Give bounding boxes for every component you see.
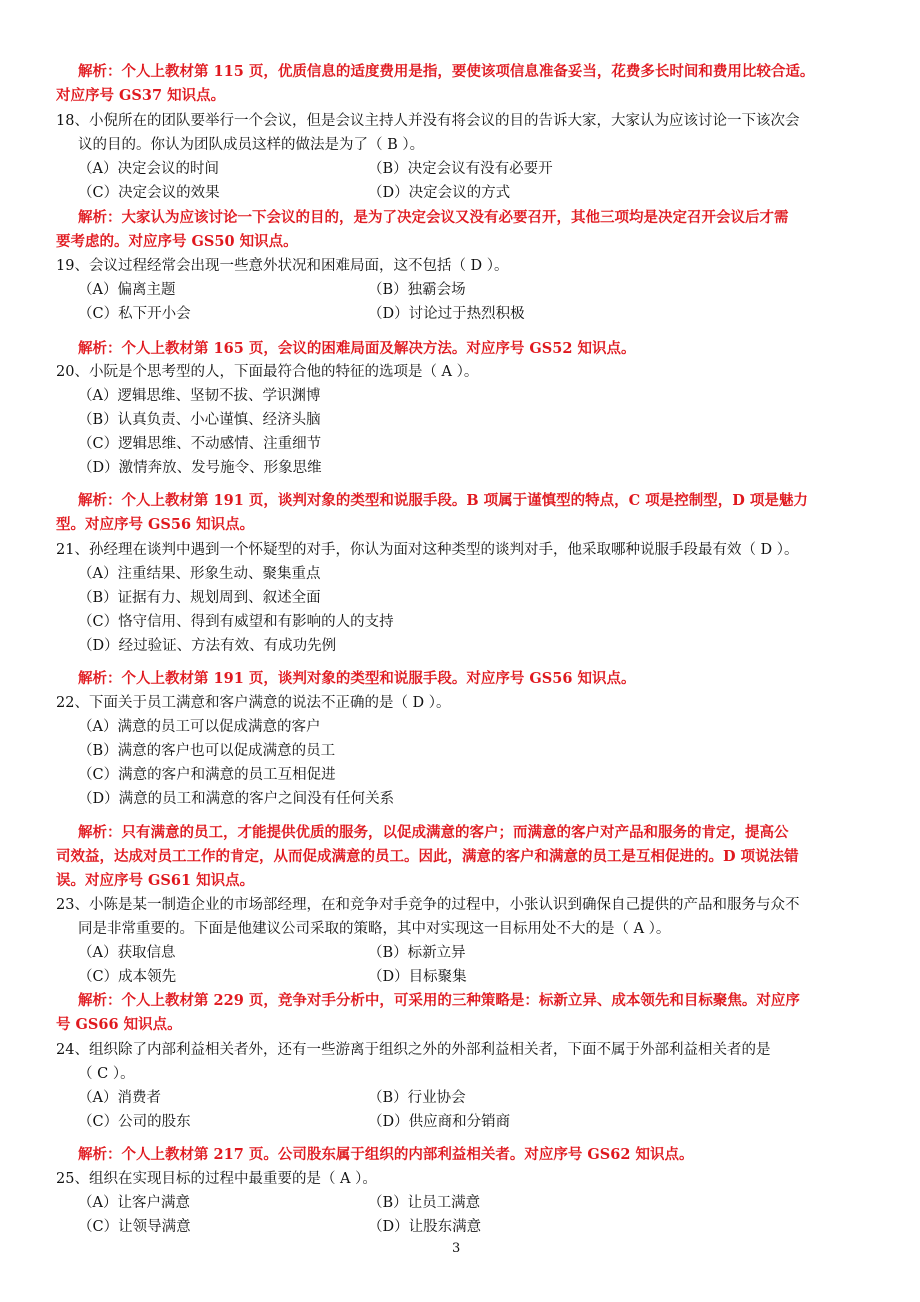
option-a: （A）满意的员工可以促成满意的客户 [78,719,321,735]
question-stem: 同是非常重要的。下面是他建议公司采取的策略，其中对实现这一目标用处不大的是（ A ）。 [78,921,671,937]
option-b: （B）让员工满意 [368,1195,481,1211]
option-c: （C）公司的股东 [78,1114,191,1130]
option-b: （B）认真负责、小心谨慎、经济头脑 [78,412,321,428]
option-c: （C）决定会议的效果 [78,185,220,201]
option-d: （D）供应商和分销商 [368,1114,511,1130]
question-stem: 19、会议过程经常会出现一些意外状况和困难局面，这不包括（ D ）。 [56,258,509,274]
explanation-line: 解析：个人上教材第 115 页，优质信息的适度费用是指，要使该项信息准备妥当，花费多长时间和费用比较合适。 [78,63,815,80]
option-d: （D）决定会议的方式 [368,185,511,201]
option-c: （C）私下开小会 [78,306,191,322]
explanation-line: 解析：个人上教材第 229 页，竞争对手分析中，可采用的三种策略是：标新立异、成本领先和目标聚焦。对应序 [78,992,800,1009]
option-a: （A）获取信息 [78,945,176,961]
option-d: （D）目标聚集 [368,969,467,985]
explanation-line: 解析：个人上教材第 165 页，会议的困难局面及解决方法。对应序号 GS52 知识点。 [78,340,636,357]
explanation-line: 解析：个人上教材第 217 页。公司股东属于组织的内部利益相关者。对应序号 GS62 知识点。 [78,1146,694,1163]
option-a: （A）让客户满意 [78,1195,190,1211]
explanation-line: 解析：个人上教材第 191 页，谈判对象的类型和说服手段。对应序号 GS56 知识点。 [78,670,636,687]
page-number: 3 [452,1241,461,1256]
option-d: （D）让股东满意 [368,1219,482,1235]
option-b: （B）证据有力、规划周到、叙述全面 [78,590,321,606]
explanation-line: 解析：只有满意的员工，才能提供优质的服务，以促成满意的客户；而满意的客户对产品和服务的肯定，提高公 [78,824,789,841]
explanation-line: 对应序号 GS37 知识点。 [56,87,226,104]
option-a: （A）决定会议的时间 [78,161,219,177]
explanation-line: 型。对应序号 GS56 知识点。 [56,516,255,533]
option-c: （C）满意的客户和满意的员工互相促进 [78,767,336,783]
explanation-line: 号 GS66 知识点。 [56,1016,182,1033]
question-stem: 22、下面关于员工满意和客户满意的说法不正确的是（ D ）。 [56,695,451,711]
question-stem: 24、组织除了内部利益相关者外，还有一些游离于组织之外的外部利益相关者，下面不属于外部利益相关者的是 [56,1042,771,1058]
option-d: （D）满意的员工和满意的客户之间没有任何关系 [78,791,395,807]
question-stem: 20、小阮是个思考型的人，下面最符合他的特征的选项是（ A ）。 [56,364,479,380]
option-d: （D）激情奔放、发号施令、形象思维 [78,460,322,476]
explanation-line: 司效益，达成对员工工作的肯定，从而促成满意的员工。因此，满意的客户和满意的员工是互相促进的。D 项说法错 [56,848,799,865]
option-d: （D）讨论过于热烈积极 [368,306,525,322]
option-a: （A）逻辑思维、坚韧不拔、学识渊博 [78,388,321,404]
explanation-line: 要考虑的。对应序号 GS50 知识点。 [56,233,298,250]
option-b: （B）决定会议有没有必要开 [368,161,553,177]
option-c: （C）让领导满意 [78,1219,191,1235]
option-c: （C）成本领先 [78,969,177,985]
question-stem: 18、小倪所在的团队要举行一个会议，但是会议主持人并没有将会议的目的告诉大家，大家认为应该讨论一下该次会 [56,113,800,129]
option-a: （A）偏离主题 [78,282,176,298]
question-stem: 25、组织在实现目标的过程中最重要的是（ A ）。 [56,1171,377,1187]
explanation-line: 解析：个人上教材第 191 页，谈判对象的类型和说服手段。B 项属于谨慎型的特点，C 项是控制型，D 项是魅力 [78,492,808,509]
option-d: （D）经过验证、方法有效、有成功先例 [78,638,337,654]
explanation-line: 误。对应序号 GS61 知识点。 [56,872,255,889]
option-b: （B）行业协会 [368,1090,466,1106]
question-stem: 23、小陈是某一制造企业的市场部经理，在和竞争对手竞争的过程中，小张认识到确保自己提供的产品和服务与众不 [56,897,800,913]
question-stem: 21、孙经理在谈判中遇到一个怀疑型的对手，你认为面对这种类型的谈判对手，他采取哪种说服手段最有效（ D ）。 [56,542,799,558]
option-c: （C）逻辑思维、不动感情、注重细节 [78,436,322,452]
option-b: （B）满意的客户也可以促成满意的员工 [78,743,336,759]
option-b: （B）标新立异 [368,945,466,961]
explanation-line: 解析：大家认为应该讨论一下会议的目的，是为了决定会议又没有必要召开，其他三项均是决定召开会议后才需 [78,209,789,226]
question-stem: （ C ）。 [78,1066,135,1082]
option-a: （A）消费者 [78,1090,161,1106]
option-a: （A）注重结果、形象生动、聚集重点 [78,566,321,582]
option-b: （B）独霸会场 [368,282,466,298]
question-stem: 议的目的。你认为团队成员这样的做法是为了（ B ）。 [78,137,425,153]
option-c: （C）恪守信用、得到有威望和有影响的人的支持 [78,614,394,630]
